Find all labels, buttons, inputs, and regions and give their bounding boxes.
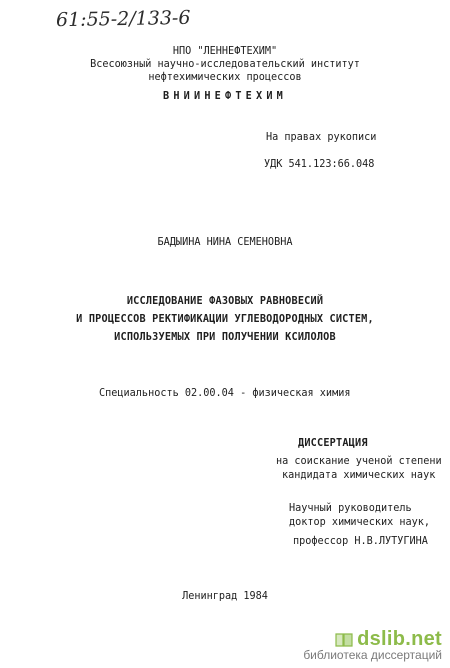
advisor-title: Научный руководитель xyxy=(289,503,412,514)
title-line-3: ИСПОЛЬЗУЕМЫХ ПРИ ПОЛУЧЕНИИ КСИЛОЛОВ xyxy=(114,332,336,343)
institute-line-2: нефтехимических процессов xyxy=(148,72,302,83)
udc-code: УДК 541.123:66.048 xyxy=(264,159,375,170)
title-line-2: И ПРОЦЕССОВ РЕКТИФИКАЦИИ УГЛЕВОДОРОДНЫХ СИСТЕМ, xyxy=(76,314,374,325)
author-name: БАДЫИНА НИНА СЕМЕНОВНА xyxy=(157,237,293,248)
watermark-brand: dslib.net xyxy=(357,628,442,650)
advisor-name: профессор Н.В.ЛУТУГИНА xyxy=(293,536,428,547)
title-line-1: ИССЛЕДОВАНИЕ ФАЗОВЫХ РАВНОВЕСИЙ xyxy=(126,296,324,307)
watermark xyxy=(303,628,442,662)
advisor-degree: доктор химических наук, xyxy=(289,517,431,528)
place-and-year: Ленинград 1984 xyxy=(182,591,268,602)
manuscript-rights: На правах рукописи xyxy=(266,132,377,143)
degree-line-2: кандидата химических наук xyxy=(282,470,436,481)
organization-name: НПО "ЛЕННЕФТЕХИМ" xyxy=(172,46,278,57)
degree-line-1: на соискание ученой степени xyxy=(276,456,442,467)
handwritten-note: 61:55-2/133-6 xyxy=(55,6,191,32)
specialty: Специальность 02.00.04 - физическая химия xyxy=(99,388,351,399)
institute-abbreviation: ВНИИНЕФТЕХИМ xyxy=(162,91,287,102)
institute-line-1: Всесоюзный научно-исследовательский институт xyxy=(90,59,360,70)
dslib-logo-icon xyxy=(333,630,355,650)
dissertation-heading: ДИССЕРТАЦИЯ xyxy=(298,438,368,449)
watermark-tagline: библиотека диссертаций xyxy=(303,648,442,662)
